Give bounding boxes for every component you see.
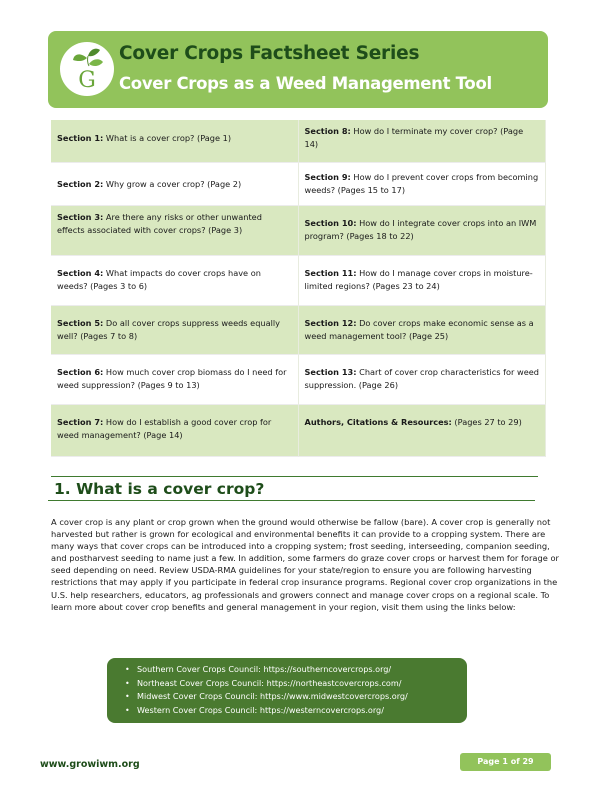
toc-entry-text: How do I establish a good cover crop for weed management? (Page 14) bbox=[57, 417, 272, 440]
toc-entry-text: What is a cover crop? (Page 1) bbox=[103, 133, 232, 143]
growiwm-logo bbox=[60, 42, 114, 96]
toc-entry-text: Why grow a cover crop? (Page 2) bbox=[103, 179, 242, 189]
toc-entry-section-1[interactable] bbox=[51, 120, 299, 163]
toc-entry-label: Section 12: bbox=[304, 318, 357, 328]
council-link-text[interactable]: Southern Cover Crops Council: https://southerncovercrops.org/ bbox=[137, 664, 392, 674]
toc-entry-label: Section 8: bbox=[304, 126, 351, 136]
svg-text:G: G bbox=[78, 68, 96, 93]
heading-rule-bottom bbox=[48, 500, 535, 501]
toc-entry-section-12[interactable] bbox=[299, 306, 547, 355]
toc-entry-text: How do I prevent cover crops from becoming weeds? (Pages 15 to 17) bbox=[304, 172, 539, 195]
section-1-paragraph: A cover crop is any plant or crop grown when the ground would otherwise be fallow (bare). A cover crop is generally not harvested but rather is grown for ecological and environmental benefits it can provide to a cropping system. There are many ways that cover crops can be introduced into a cropping system; frost seeding, interseeding, companion seeding, and postharvest seeding to name just a few. In addition, some farmers do graze cover crops or harvest them for forage or seed depending on need. Review USDA-RMA guidelines for your state/region to ensure you are following harvesting restrictions that may apply if you participate in federal crop insurance programs. Regional cover crop organizations in the U.S. help researchers, educators, ag professionals and growers connect and manage cover crops on a regional scale. To learn more about cover crop benefits and general management in your region, visit them using the links below: bbox=[51, 517, 559, 612]
toc-entry-section-3[interactable] bbox=[51, 206, 299, 256]
toc-entry-section-2[interactable] bbox=[51, 163, 299, 206]
toc-entry-section-8[interactable] bbox=[299, 120, 547, 163]
toc-entry-label: Section 2: bbox=[57, 179, 104, 189]
heading-rule-top bbox=[51, 476, 538, 477]
council-link-western[interactable] bbox=[127, 704, 467, 718]
toc-entry-section-6[interactable] bbox=[51, 355, 299, 405]
factsheet-subtitle: Cover Crops as a Weed Management Tool bbox=[119, 74, 492, 93]
council-link-text[interactable]: Western Cover Crops Council: https://westerncovercrops.org/ bbox=[137, 704, 384, 715]
toc-entry-authors[interactable] bbox=[299, 405, 547, 457]
toc-entry-text: Do all cover crops suppress weeds equally well? (Pages 7 to 8) bbox=[57, 318, 281, 341]
toc-entry-label: Section 1: bbox=[57, 133, 104, 143]
toc-entry-text: Chart of cover crop characteristics for weed suppression. (Page 26) bbox=[304, 367, 539, 390]
toc-entry-label: Authors, Citations & Resources: bbox=[304, 417, 452, 427]
leaf-g-logo-icon bbox=[60, 42, 114, 96]
page-number-badge: Page 1 of 29 bbox=[460, 753, 551, 771]
section-1-heading bbox=[48, 476, 538, 501]
toc-entry-section-11[interactable] bbox=[299, 256, 547, 306]
toc-entry-label: Section 6: bbox=[57, 367, 104, 377]
bullet-icon: • bbox=[125, 678, 130, 688]
bullet-icon: • bbox=[125, 705, 130, 715]
toc-row bbox=[51, 405, 546, 457]
toc-row bbox=[51, 206, 546, 256]
toc-entry-text: How much cover crop biomass do I need for weed suppression? (Pages 9 to 13) bbox=[57, 367, 287, 390]
regional-councils-box bbox=[107, 658, 467, 723]
section-1-title: 1. What is a cover crop? bbox=[54, 480, 265, 498]
toc-entry-text: How do I terminate my cover crop? (Page 14) bbox=[304, 126, 524, 149]
toc-entry-label: Section 7: bbox=[57, 417, 104, 427]
toc-entry-text: What impacts do cover crops have on weeds? (Pages 3 to 6) bbox=[57, 268, 261, 291]
toc-entry-text: How do I integrate cover crops into an IWM program? (Pages 18 to 22) bbox=[304, 218, 537, 241]
toc-entry-section-7[interactable] bbox=[51, 405, 299, 457]
series-title: Cover Crops Factsheet Series bbox=[119, 43, 420, 64]
toc-entry-text: (Pages 27 to 29) bbox=[451, 417, 522, 427]
toc-row bbox=[51, 120, 546, 163]
toc-row bbox=[51, 163, 546, 206]
council-link-text[interactable]: Northeast Cover Crops Council: https://northeastcovercrops.com/ bbox=[137, 677, 402, 688]
toc-entry-section-13[interactable] bbox=[299, 355, 547, 405]
toc-entry-label: Section 4: bbox=[57, 268, 104, 278]
toc-row bbox=[51, 256, 546, 306]
toc-entry-text: How do I manage cover crops in moisture-limited regions? (Pages 23 to 24) bbox=[304, 268, 533, 291]
regional-councils-list bbox=[107, 658, 467, 717]
toc-entry-text: Do cover crops make economic sense as a weed management tool? (Page 25) bbox=[304, 318, 534, 341]
council-link-midwest[interactable] bbox=[127, 690, 467, 704]
council-link-text[interactable]: Midwest Cover Crops Council: https://www.midwestcovercrops.org/ bbox=[137, 691, 408, 701]
toc-entry-text: Are there any risks or other unwanted effects associated with cover crops? (Page 3) bbox=[57, 212, 262, 235]
toc-entry-label: Section 5: bbox=[57, 318, 104, 328]
toc-entry-label: Section 3: bbox=[57, 212, 104, 222]
toc-entry-label: Section 11: bbox=[304, 268, 357, 278]
council-link-northeast[interactable] bbox=[127, 677, 467, 691]
toc-entry-section-9[interactable] bbox=[299, 163, 547, 206]
table-of-contents bbox=[51, 120, 546, 457]
council-link-southern[interactable] bbox=[127, 663, 467, 677]
header-banner bbox=[48, 31, 548, 108]
bullet-icon: • bbox=[125, 692, 130, 701]
footer-website-link[interactable]: www.growiwm.org bbox=[40, 759, 140, 770]
toc-entry-label: Section 13: bbox=[304, 367, 357, 377]
toc-entry-label: Section 10: bbox=[304, 218, 357, 228]
toc-entry-section-5[interactable] bbox=[51, 306, 299, 355]
bullet-icon: • bbox=[125, 665, 130, 674]
toc-row bbox=[51, 306, 546, 355]
toc-row bbox=[51, 355, 546, 405]
toc-entry-label: Section 9: bbox=[304, 172, 351, 182]
toc-entry-section-4[interactable] bbox=[51, 256, 299, 306]
toc-entry-section-10[interactable] bbox=[299, 206, 547, 256]
